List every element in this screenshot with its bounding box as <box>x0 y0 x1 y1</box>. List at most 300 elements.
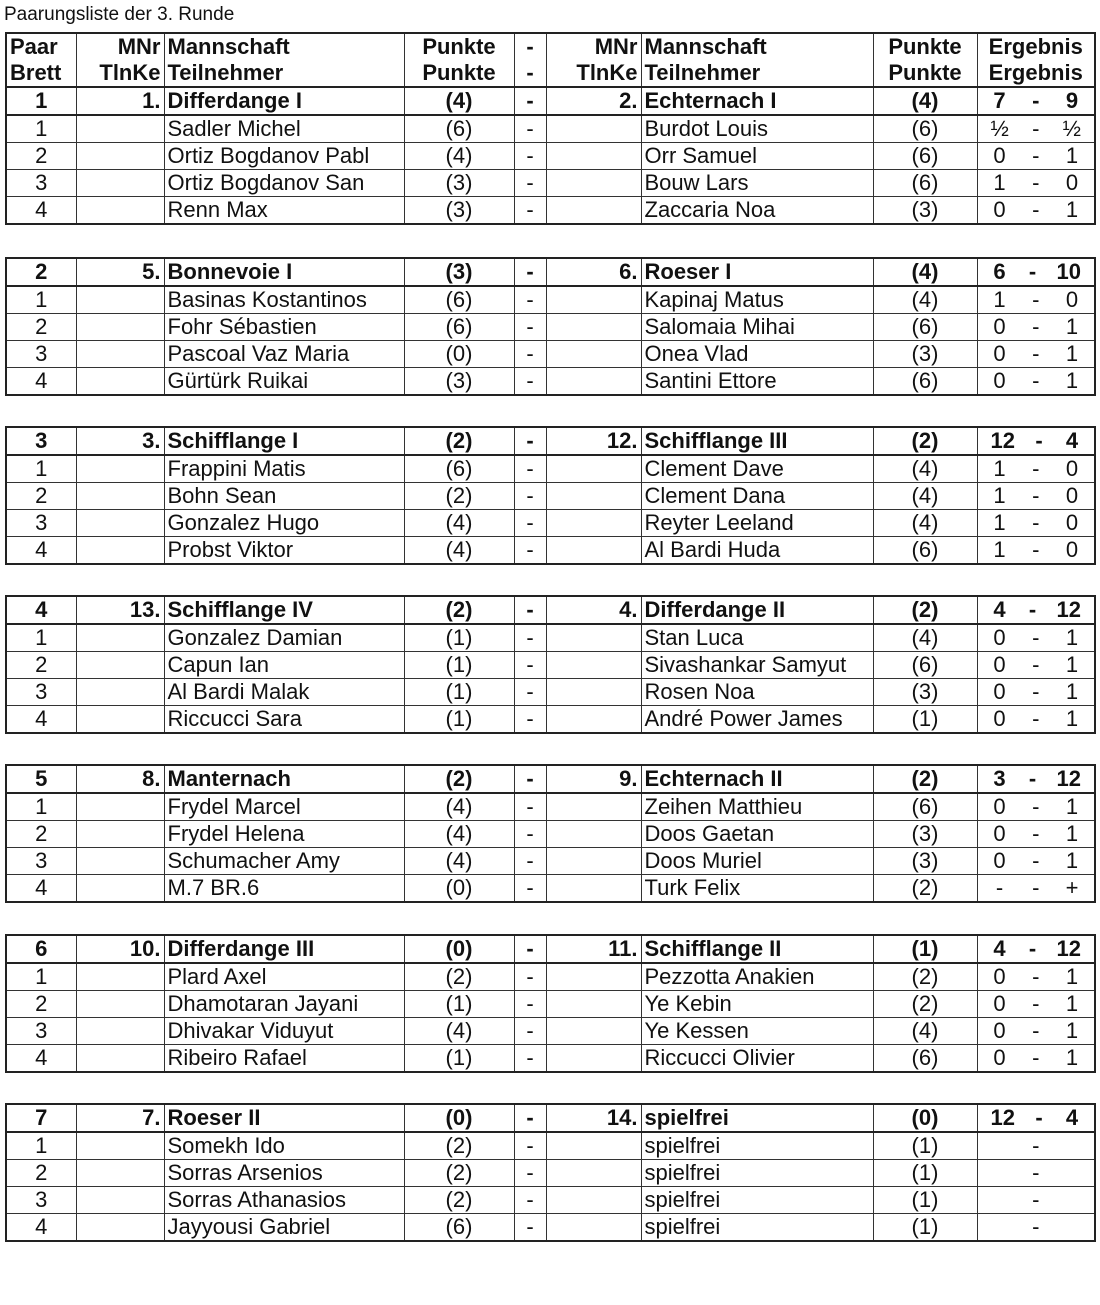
result-separator: - <box>1032 510 1040 535</box>
vs-separator: - <box>514 88 546 115</box>
player-name-home: Sadler Michel <box>164 115 404 143</box>
board-number: 1 <box>6 1132 76 1160</box>
vs-separator: - <box>514 596 546 624</box>
player-id-away <box>546 286 641 314</box>
team-number-away: 4. <box>546 596 641 624</box>
player-id-home <box>76 1018 164 1045</box>
result-separator: - <box>1028 259 1037 284</box>
player-name-home: Renn Max <box>164 197 404 225</box>
player-name-away: Stan Luca <box>641 624 873 652</box>
player-points-home: (4) <box>404 821 514 848</box>
pairing-block <box>5 88 1096 225</box>
team-result <box>977 1104 1095 1132</box>
result-separator: - <box>1032 483 1040 508</box>
player-name-away: Rosen Noa <box>641 679 873 706</box>
pairing-block <box>5 1103 1096 1242</box>
board-result <box>977 624 1095 652</box>
player-name-home: Capun Ian <box>164 652 404 679</box>
result-home: 3 <box>993 766 1006 791</box>
player-name-away: Ye Kessen <box>641 1018 873 1045</box>
result-away: 0 <box>1065 170 1079 195</box>
board-row <box>6 197 1095 225</box>
player-points-home: (3) <box>404 368 514 396</box>
player-points-home: (0) <box>404 341 514 368</box>
player-points-away: (4) <box>873 510 977 537</box>
player-id-away <box>546 197 641 225</box>
board-number: 2 <box>6 314 76 341</box>
column-header: Mannschaft <box>641 33 873 60</box>
player-name-home: Gürtürk Ruikai <box>164 368 404 396</box>
result-separator: - <box>1028 766 1037 791</box>
team-result <box>977 258 1095 286</box>
player-id-home <box>76 170 164 197</box>
column-header: Teilnehmer <box>164 60 404 87</box>
result-separator: - <box>1028 936 1037 961</box>
result-away: 12 <box>1056 936 1081 961</box>
player-id-home <box>76 368 164 396</box>
player-name-away: spielfrei <box>641 1132 873 1160</box>
team-result <box>977 935 1095 963</box>
vs-separator: - <box>514 258 546 286</box>
board-row <box>6 652 1095 679</box>
team-points-home: (4) <box>404 88 514 115</box>
board-row <box>6 368 1095 396</box>
player-id-away <box>546 793 641 821</box>
team-row <box>6 935 1095 963</box>
board-result <box>977 455 1095 483</box>
vs-separator: - <box>514 537 546 565</box>
player-id-home <box>76 115 164 143</box>
result-home: 0 <box>993 341 1006 366</box>
player-id-away <box>546 1018 641 1045</box>
result-away: 1 <box>1065 821 1079 846</box>
player-points-away: (6) <box>873 793 977 821</box>
board-row <box>6 1160 1095 1187</box>
result-away: 1 <box>1065 794 1079 819</box>
vs-separator: - <box>514 991 546 1018</box>
column-header: Punkte <box>873 60 977 87</box>
board-row <box>6 793 1095 821</box>
team-result <box>977 765 1095 793</box>
result-home: 1 <box>993 456 1006 481</box>
result-separator: - <box>1035 1105 1043 1130</box>
team-name-home: Bonnevoie I <box>164 258 404 286</box>
vs-separator: - <box>514 1187 546 1214</box>
result-away: 1 <box>1065 314 1079 339</box>
player-id-home <box>76 652 164 679</box>
result-home: 0 <box>993 848 1006 873</box>
header-row <box>6 33 1095 60</box>
player-name-away: Zaccaria Noa <box>641 197 873 225</box>
player-id-home <box>76 286 164 314</box>
player-points-away: (6) <box>873 115 977 143</box>
board-number: 4 <box>35 1045 48 1070</box>
team-result <box>977 88 1095 115</box>
board-row <box>6 170 1095 197</box>
player-points-home: (2) <box>404 1132 514 1160</box>
vs-separator: - <box>514 314 546 341</box>
board-number: 3 <box>6 848 76 875</box>
player-name-away: Salomaia Mihai <box>641 314 873 341</box>
result-away: 1 <box>1065 964 1079 989</box>
pair-number: 7 <box>6 1104 76 1132</box>
board-row <box>6 875 1095 903</box>
result-away: 1 <box>1065 679 1079 704</box>
player-id-home <box>76 143 164 170</box>
board-number: 4 <box>35 197 48 222</box>
result-separator: - <box>1032 88 1040 113</box>
vs-separator: - <box>514 1104 546 1132</box>
player-points-away: (2) <box>873 875 977 903</box>
vs-separator: - <box>514 963 546 991</box>
board-row <box>6 1132 1095 1160</box>
player-name-away: Orr Samuel <box>641 143 873 170</box>
player-points-home: (1) <box>404 706 514 734</box>
board-result <box>977 821 1095 848</box>
board-row <box>6 314 1095 341</box>
result-separator: - <box>1032 1045 1040 1070</box>
board-row <box>6 821 1095 848</box>
vs-separator: - <box>514 706 546 734</box>
player-id-home <box>76 1214 164 1242</box>
column-header: Ergebnis <box>977 33 1095 60</box>
player-points-away: (1) <box>873 1132 977 1160</box>
board-result <box>977 341 1095 368</box>
player-id-home <box>76 679 164 706</box>
board-number: 1 <box>6 624 76 652</box>
player-points-away: (3) <box>873 848 977 875</box>
result-home: 0 <box>993 368 1006 393</box>
player-name-home: Fohr Sébastien <box>164 314 404 341</box>
board-result: - <box>977 1187 1095 1214</box>
player-points-away: (6) <box>873 143 977 170</box>
vs-separator: - <box>514 1018 546 1045</box>
player-name-home: Somekh Ido <box>164 1132 404 1160</box>
result-away: 0 <box>1065 483 1079 508</box>
vs-separator: - <box>514 1214 546 1242</box>
player-id-away <box>546 679 641 706</box>
result-away: 1 <box>1065 991 1079 1016</box>
board-number: 1 <box>6 115 76 143</box>
player-name-away: Al Bardi Huda <box>641 537 873 565</box>
team-points-away: (1) <box>873 935 977 963</box>
result-home: 1 <box>993 537 1006 562</box>
vs-separator: - <box>514 679 546 706</box>
player-name-away: Pezzotta Anakien <box>641 963 873 991</box>
board-number: 1 <box>6 455 76 483</box>
board-row <box>6 963 1095 991</box>
player-id-away <box>546 143 641 170</box>
board-number: 3 <box>6 170 76 197</box>
result-away: 0 <box>1065 287 1079 312</box>
team-name-away: spielfrei <box>641 1104 873 1132</box>
team-row <box>6 427 1095 455</box>
result-home: 7 <box>993 88 1006 113</box>
board-number: 3 <box>6 341 76 368</box>
result-separator: - <box>1032 368 1040 393</box>
board-result <box>977 963 1095 991</box>
vs-separator: - <box>514 821 546 848</box>
result-separator: - <box>1032 116 1040 141</box>
board-result <box>977 1018 1095 1045</box>
team-name-home: Differdange III <box>164 935 404 963</box>
player-points-away: (1) <box>873 1160 977 1187</box>
vs-separator: - <box>514 341 546 368</box>
team-row <box>6 765 1095 793</box>
page-title: Paarungsliste der 3. Runde <box>4 4 235 25</box>
player-id-away <box>546 1187 641 1214</box>
player-id-home <box>76 1187 164 1214</box>
player-points-home: (4) <box>404 510 514 537</box>
board-row <box>6 624 1095 652</box>
result-separator: - <box>1032 341 1040 366</box>
team-name-away: Schifflange II <box>641 935 873 963</box>
board-row <box>6 848 1095 875</box>
result-separator: - <box>1032 652 1040 677</box>
result-separator: - <box>1032 197 1040 222</box>
result-home: 0 <box>993 197 1006 222</box>
player-id-away <box>546 624 641 652</box>
result-home: ½ <box>990 116 1009 141</box>
player-points-home: (1) <box>404 679 514 706</box>
result-home: 1 <box>993 510 1006 535</box>
result-separator: - <box>1032 170 1040 195</box>
player-points-home: (1) <box>404 652 514 679</box>
player-points-away: (6) <box>873 314 977 341</box>
pairing-block <box>5 426 1096 565</box>
player-points-home: (4) <box>404 793 514 821</box>
team-result <box>977 596 1095 624</box>
player-name-away: Doos Muriel <box>641 848 873 875</box>
result-home: 0 <box>993 1018 1006 1043</box>
result-separator: - <box>1032 679 1040 704</box>
team-points-away: (4) <box>873 88 977 115</box>
result-separator: - <box>1035 428 1043 453</box>
player-name-away: Clement Dana <box>641 483 873 510</box>
result-away: 1 <box>1065 652 1079 677</box>
column-header: MNr <box>76 33 164 60</box>
player-points-away: (2) <box>873 963 977 991</box>
board-number: 2 <box>6 652 76 679</box>
result-away: 1 <box>1065 341 1079 366</box>
team-number-home: 1. <box>76 88 164 115</box>
player-id-away <box>546 115 641 143</box>
board-result <box>977 314 1095 341</box>
pair-number: 3 <box>6 427 76 455</box>
board-number: 2 <box>6 483 76 510</box>
player-name-home: Schumacher Amy <box>164 848 404 875</box>
pairing-block <box>5 257 1096 396</box>
board-row <box>6 706 1095 734</box>
player-id-away <box>546 537 641 565</box>
player-points-home: (4) <box>404 143 514 170</box>
column-header: Ergebnis <box>977 60 1095 87</box>
player-points-away: (1) <box>873 706 977 734</box>
player-id-away <box>546 1132 641 1160</box>
player-id-away <box>546 510 641 537</box>
vs-separator: - <box>514 510 546 537</box>
player-points-home: (1) <box>404 991 514 1018</box>
player-id-home <box>76 963 164 991</box>
column-header: TlnKe <box>546 60 641 87</box>
team-row <box>6 1104 1095 1132</box>
board-result <box>977 652 1095 679</box>
team-number-home: 5. <box>76 258 164 286</box>
player-points-home: (6) <box>404 1214 514 1242</box>
player-points-home: (2) <box>404 963 514 991</box>
board-result <box>977 483 1095 510</box>
column-header: TlnKe <box>76 60 164 87</box>
team-row <box>6 88 1095 115</box>
player-id-home <box>76 314 164 341</box>
board-number: 1 <box>6 963 76 991</box>
result-away: 0 <box>1065 510 1079 535</box>
player-name-away: André Power James <box>641 706 873 734</box>
result-separator: - <box>1032 706 1040 731</box>
player-points-away: (6) <box>873 1045 977 1073</box>
player-name-away: Santini Ettore <box>641 368 873 396</box>
board-row <box>6 286 1095 314</box>
player-points-home: (0) <box>404 875 514 903</box>
team-number-away: 2. <box>546 88 641 115</box>
result-away: 1 <box>1065 1018 1079 1043</box>
vs-separator: - <box>514 624 546 652</box>
team-number-home: 8. <box>76 765 164 793</box>
board-row <box>6 455 1095 483</box>
result-separator: - <box>1032 314 1040 339</box>
vs-separator: - <box>514 848 546 875</box>
player-points-home: (2) <box>404 483 514 510</box>
player-points-away: (4) <box>873 1018 977 1045</box>
team-points-away: (0) <box>873 1104 977 1132</box>
player-points-home: (2) <box>404 1187 514 1214</box>
pair-number: 4 <box>6 596 76 624</box>
board-row <box>6 991 1095 1018</box>
team-number-away: 14. <box>546 1104 641 1132</box>
board-number: 2 <box>6 143 76 170</box>
result-away: 0 <box>1065 537 1079 562</box>
board-row <box>6 537 1095 565</box>
player-name-away: Sivashankar Samyut <box>641 652 873 679</box>
player-name-home: Al Bardi Malak <box>164 679 404 706</box>
team-points-away: (2) <box>873 765 977 793</box>
vs-separator: - <box>514 143 546 170</box>
result-away: 1 <box>1065 848 1079 873</box>
player-name-away: Doos Gaetan <box>641 821 873 848</box>
result-separator: - <box>1032 456 1040 481</box>
player-name-home: Ortiz Bogdanov Pabl <box>164 143 404 170</box>
player-name-home: Probst Viktor <box>164 537 404 565</box>
column-header: Brett <box>6 60 76 87</box>
result-away: 4 <box>1065 1105 1079 1130</box>
player-id-away <box>546 314 641 341</box>
pair-number: 6 <box>6 935 76 963</box>
column-header: Punkte <box>873 33 977 60</box>
result-away: 12 <box>1056 597 1081 622</box>
result-separator: - <box>1032 625 1040 650</box>
result-home: 0 <box>993 964 1006 989</box>
player-id-away <box>546 1045 641 1073</box>
result-home: 0 <box>993 625 1006 650</box>
vs-separator: - <box>514 1132 546 1160</box>
player-name-home: Plard Axel <box>164 963 404 991</box>
player-id-home <box>76 341 164 368</box>
player-id-home <box>76 821 164 848</box>
team-points-home: (2) <box>404 765 514 793</box>
board-number: 1 <box>6 286 76 314</box>
team-number-home: 10. <box>76 935 164 963</box>
player-points-home: (3) <box>404 170 514 197</box>
player-name-home: Jayyousi Gabriel <box>164 1214 404 1242</box>
team-row <box>6 258 1095 286</box>
team-number-home: 13. <box>76 596 164 624</box>
player-name-away: Turk Felix <box>641 875 873 903</box>
player-name-away: Bouw Lars <box>641 170 873 197</box>
player-points-away: (4) <box>873 483 977 510</box>
board-result <box>977 170 1095 197</box>
pairing-block <box>5 934 1096 1073</box>
result-home: 4 <box>993 936 1006 961</box>
board-row <box>6 115 1095 143</box>
player-name-away: Riccucci Olivier <box>641 1045 873 1073</box>
player-name-home: Sorras Arsenios <box>164 1160 404 1187</box>
player-points-away: (6) <box>873 368 977 396</box>
player-name-away: Kapinaj Matus <box>641 286 873 314</box>
vs-separator: - <box>514 455 546 483</box>
team-name-away: Roeser I <box>641 258 873 286</box>
pairing-block <box>5 595 1096 734</box>
board-result <box>977 368 1095 396</box>
team-name-home: Manternach <box>164 765 404 793</box>
player-name-home: Basinas Kostantinos <box>164 286 404 314</box>
result-separator: - <box>1032 143 1040 168</box>
header-table <box>5 32 1096 88</box>
result-separator: - <box>1032 1018 1040 1043</box>
vs-separator: - <box>514 875 546 903</box>
player-points-away: (2) <box>873 991 977 1018</box>
result-home: 0 <box>993 706 1006 731</box>
player-id-home <box>76 483 164 510</box>
result-separator: - <box>1032 991 1040 1016</box>
result-separator: - <box>1028 597 1037 622</box>
team-points-away: (2) <box>873 427 977 455</box>
vs-separator: - <box>514 793 546 821</box>
result-home: 12 <box>990 428 1015 453</box>
board-result <box>977 706 1095 734</box>
team-number-home: 7. <box>76 1104 164 1132</box>
team-number-away: 9. <box>546 765 641 793</box>
player-id-away <box>546 170 641 197</box>
result-separator: - <box>1032 537 1040 562</box>
player-points-away: (3) <box>873 679 977 706</box>
column-header: MNr <box>546 33 641 60</box>
player-id-away <box>546 963 641 991</box>
player-id-home <box>76 1160 164 1187</box>
player-points-home: (1) <box>404 1045 514 1073</box>
player-points-home: (6) <box>404 286 514 314</box>
result-away: 1 <box>1065 143 1079 168</box>
result-away: 9 <box>1065 88 1079 113</box>
board-result <box>977 1045 1095 1073</box>
player-points-home: (6) <box>404 314 514 341</box>
result-home: 0 <box>993 652 1006 677</box>
board-number: 4 <box>35 368 48 393</box>
board-number: 4 <box>35 537 48 562</box>
board-result <box>977 991 1095 1018</box>
result-home: 12 <box>990 1105 1015 1130</box>
team-name-away: Echternach I <box>641 88 873 115</box>
column-header: Paar <box>10 34 58 59</box>
